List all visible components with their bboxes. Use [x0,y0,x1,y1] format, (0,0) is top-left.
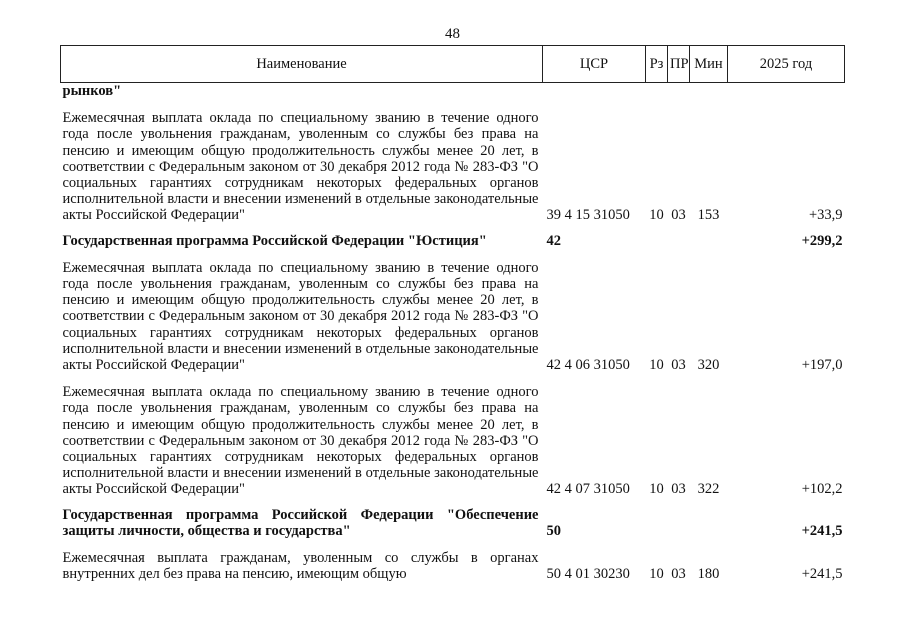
row-name: Ежемесячная выплата оклада по специальному званию в течение одного года после увольнения гражданам, уволенным со службы без права на пенсию и имеющим общую продолжительность службы менее 20 лет, в соответствии с Федеральным законом от 30 декабря 2012 года № 283-ФЗ "О социальных гарантиях сотрудникам некоторых федеральных органов исполнительной власти и внесении изменений в отдельные законодательные акты Российской Федерации" [62,110,539,224]
table-row [61,83,845,106]
header-year: 2025 год [728,46,845,83]
row-csr: 42 4 07 31050 [546,481,630,498]
table-row [61,105,845,229]
row-pr: 03 [671,207,686,224]
row-name: Ежемесячная выплата оклада по специальному званию в течение одного года после увольнения гражданам, уволенным со службы без права на пенсию и имеющим общую продолжительность службы менее 20 лет, в соответствии с Федеральным законом от 30 декабря 2012 года № 283-ФЗ "О социальных гарантиях сотрудникам некоторых федеральных органов исполнительной власти и внесении изменений в отдельные законодательные акты Российской Федерации" [62,259,539,374]
row-value: +33,9 [808,207,843,224]
row-pr: 03 [671,566,686,583]
row-min [690,230,728,255]
header-pr: ПР [668,46,690,83]
row-rz [646,230,668,255]
row-rz: 10 [649,566,664,583]
table-row [61,504,845,545]
budget-table [60,45,845,582]
table-row [61,255,845,379]
row-min: 153 [697,207,720,224]
table-header-row [61,46,845,83]
table-row [61,545,845,582]
row-name: Ежемесячная выплата гражданам, уволенным со службы в органах внутренних дел без права на пенсию, имеющим общую [62,550,539,583]
header-name: Наименование [61,46,543,83]
table-body [61,83,845,583]
row-rz [646,83,668,106]
row-value: +241,5 [801,566,843,583]
row-value: +241,5 [801,522,843,539]
row-csr: 50 4 01 30230 [546,566,630,583]
header-min: Мин [690,46,728,83]
row-rz: 10 [649,357,664,374]
row-value: +102,2 [801,481,843,498]
row-name: Ежемесячная выплата оклада по специальному званию в течение одного года после увольнения гражданам, уволенным со службы без права на пенсию и имеющим общую продолжительность службы менее 20 лет, в соответствии с Федеральным законом от 30 декабря 2012 года № 283-ФЗ "О социальных гарантиях сотрудникам некоторых федеральных органов исполнительной власти и внесении изменений в отдельные законодательные акты Российской Федерации" [62,384,539,498]
row-pr [668,230,690,255]
row-min [690,504,728,545]
row-min: 180 [697,566,720,583]
row-pr [668,83,690,106]
row-name: рынков" [62,83,122,99]
row-csr: 50 [546,522,561,539]
row-csr: 39 4 15 31050 [546,207,630,224]
row-value: +299,2 [801,232,843,249]
row-pr: 03 [671,481,686,498]
row-rz: 10 [649,481,664,498]
header-csr: ЦСР [543,46,646,83]
header-rz: Рз [646,46,668,83]
row-rz: 10 [649,207,664,224]
page-number: 48 [445,26,460,42]
row-pr: 03 [671,357,686,374]
row-value [728,83,845,106]
row-min: 320 [697,357,720,374]
table-row [61,230,845,255]
row-csr [543,83,646,106]
row-min [690,83,728,106]
table-row [61,379,845,503]
row-csr: 42 4 06 31050 [546,357,630,374]
row-pr [668,504,690,545]
row-value: +197,0 [801,357,843,374]
row-name: Государственная программа Российской Федерации "Обеспечение защиты личности, общества и государства" [62,506,539,539]
row-rz [646,504,668,545]
row-csr: 42 [546,232,561,249]
row-name: Государственная программа Российской Федерации "Юстиция" [62,232,487,249]
row-min: 322 [697,481,720,498]
